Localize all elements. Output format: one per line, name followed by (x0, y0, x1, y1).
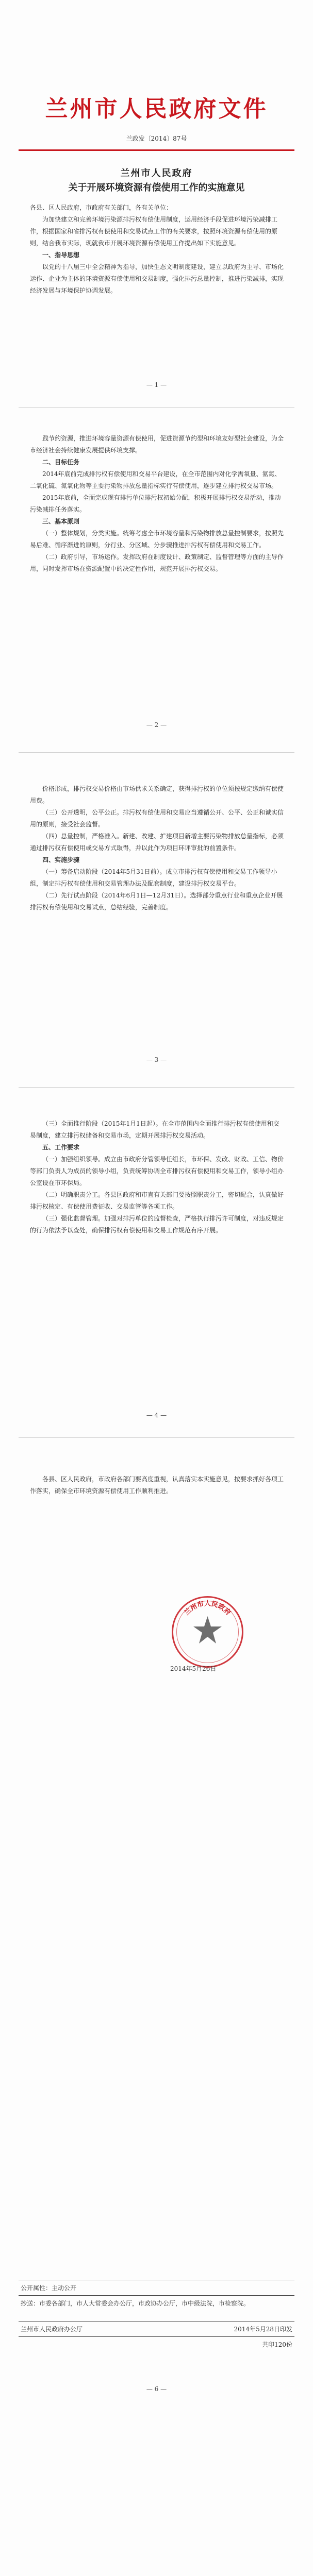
paragraph: （一）整体规划，分类实施。统筹考虑全市环境容量和污染物排放总量控制要求，按照先易后难、循序渐进的原则，分行业、分区域、分步骤推进排污权有偿使用和交易工作。 (30, 530, 284, 549)
page-number: — 6 — (146, 2385, 167, 2393)
section-heading: 五、工作要求 (42, 1144, 80, 1151)
page-number: — 4 — (146, 1412, 167, 1419)
page-separator (19, 752, 294, 753)
paragraph: 各县、区人民政府，市政府各部门要高度重视，认真落实本实施意见，按要求抓好各项工作落实，确保全市环境资源有偿使用工作顺利推进。 (30, 1476, 284, 1495)
paragraph: （一）加强组织领导。成立由市政府分管领导任组长，市环保、发改、财政、工信、物价等部门负责人为成员的领导小组，负责统筹协调全市排污权有偿使用和交易工作，领导小组办公室设在市环保局。 (30, 1156, 284, 1187)
copies: 共印120份 (262, 2341, 292, 2348)
document-number: 兰政发〔2014〕87号 (126, 135, 187, 142)
paragraph: 践节约资源，推进环境容量资源有偿使用，促进资源节约型和环境友好型社会建设，为全市经济社会持续健康发展提供环境支撑。 (30, 435, 284, 454)
page-2-body (30, 433, 284, 575)
seal-text: 兰州市人民政府 (183, 1600, 233, 1617)
paragraph: （二）先行试点阶段（2014年6月1日—12月31日）。选择部分重点行业和重点企业开展排污权有偿使用和交易试点，总结经验，完善制度。 (30, 892, 283, 911)
paragraph: （一）筹备启动阶段（2014年5月31日前）。成立市排污权有偿使用和交易工作领导小组，制定排污权有偿使用和交易管理办法及配套制度，建设排污权交易平台。 (30, 868, 277, 887)
gov-document-title: 兰州市人民政府文件 (45, 96, 268, 122)
paragraph: 为加快建立和完善环境污染源排污权有偿使用制度，运用经济手段促进环境污染减排工作，根据国家和省排污权有偿使用和交易试点工作的有关要求，按照环境资源有偿使用的原则，结合我市实际，现就我市开展环境资源有偿使用工作提出如下实施意见。 (30, 216, 278, 247)
salutation: 各县、区人民政府，市政府有关部门，各有关单位： (30, 204, 173, 211)
section-heading: 一、指导思想 (42, 251, 80, 259)
paragraph: （二）明确职责分工。各县区政府和市直有关部门要按照职责分工，密切配合，认真做好排污权核定、有偿使用费征收、交易监管等各项工作。 (30, 1191, 284, 1210)
public-attribute: 公开属性：主动公开 (21, 2284, 77, 2292)
paragraph: （三）公开透明，公平公正。排污权有偿使用和交易应当遵循公开、公平、公正和诚实信用的原则，接受社会监督。 (30, 809, 284, 828)
page-5-body (30, 1473, 284, 1497)
paragraph: （三）强化监督管理。加强对排污单位的监督检查，严格执行排污许可制度，对违反规定的行为依法予以查处，确保排污权有偿使用和交易工作规范有序开展。 (30, 1215, 284, 1234)
paragraph: 价格形成，排污权交易价格由市场供求关系确定，获得排污权的单位须按规定缴纳有偿使用费。 (30, 785, 284, 804)
cc-list: 抄送：市委各部门，市人大常委会办公厅，市政协办公厅，市中级法院，市检察院。 (21, 2300, 250, 2307)
section-heading: 二、目标任务 (42, 459, 80, 466)
document-title: 关于开展环境资源有偿使用工作的实施意见 (68, 182, 245, 193)
footer-rule (19, 2336, 294, 2337)
page-separator (19, 1087, 294, 1088)
page-4-body (30, 1118, 284, 1236)
print-date: 2014年5月28日印发 (234, 2326, 292, 2333)
page-number: — 2 — (146, 721, 167, 728)
paragraph: 2014年底前完成排污权有偿使用和交易平台建设，在全市范围内对化学需氧量、氨氮、二氧化硫、氮氧化物等主要污染物排放总量指标实行有偿使用，逐步建立排污权交易市场。 (30, 470, 281, 489)
paragraph: （四）总量控制，严格准入。新建、改建、扩建项目新增主要污染物排放总量指标，必须通过排污权有偿使用或交易方式取得，并以此作为项目环评审批的前置条件。 (30, 833, 284, 852)
paragraph: 以党的十八届三中全会精神为指导，加快生态文明制度建设，建立以政府为主导、市场化运作、企业为主体的环境资源有偿使用和交易制度，强化排污总量控制，推进污染减排，实现经济发展与环境保护协调发展。 (30, 263, 284, 294)
red-divider (19, 149, 294, 151)
page-number: — 3 — (146, 1056, 167, 1063)
official-seal-icon (170, 1595, 245, 1669)
issuing-office: 兰州市人民政府办公厅 (21, 2326, 83, 2333)
paragraph: 2015年底前，全面完成现有排污单位排污权初始分配，积极开展排污权交易活动，推动污染减排任务落实。 (30, 494, 281, 513)
page-1-body (30, 202, 284, 297)
section-heading: 四、实施步骤 (42, 856, 80, 863)
page-number: — 1 — (146, 381, 167, 388)
paragraph: （三）全面推行阶段（2015年1月1日起）。在全市范围内全面推行排污权有偿使用和交易制度，建立排污权储备和交易市场，定期开展排污权交易活动。 (30, 1120, 279, 1139)
section-heading: 三、基本原则 (42, 518, 80, 525)
footer-rule (19, 2295, 294, 2296)
issuing-office-row (21, 2325, 292, 2333)
page-separator (19, 1437, 294, 1438)
page-separator (19, 407, 294, 408)
page-3-body (30, 783, 284, 913)
paragraph: （二）政府引导，市场运作。发挥政府在制度设计、政策制定、监督管理等方面的主导作用，同时发挥市场在资源配置中的决定性作用，规范开展排污权交易。 (30, 553, 284, 572)
sign-date: 2014年5月26日 (170, 1665, 217, 1672)
issuer: 兰州市人民政府 (120, 168, 193, 179)
